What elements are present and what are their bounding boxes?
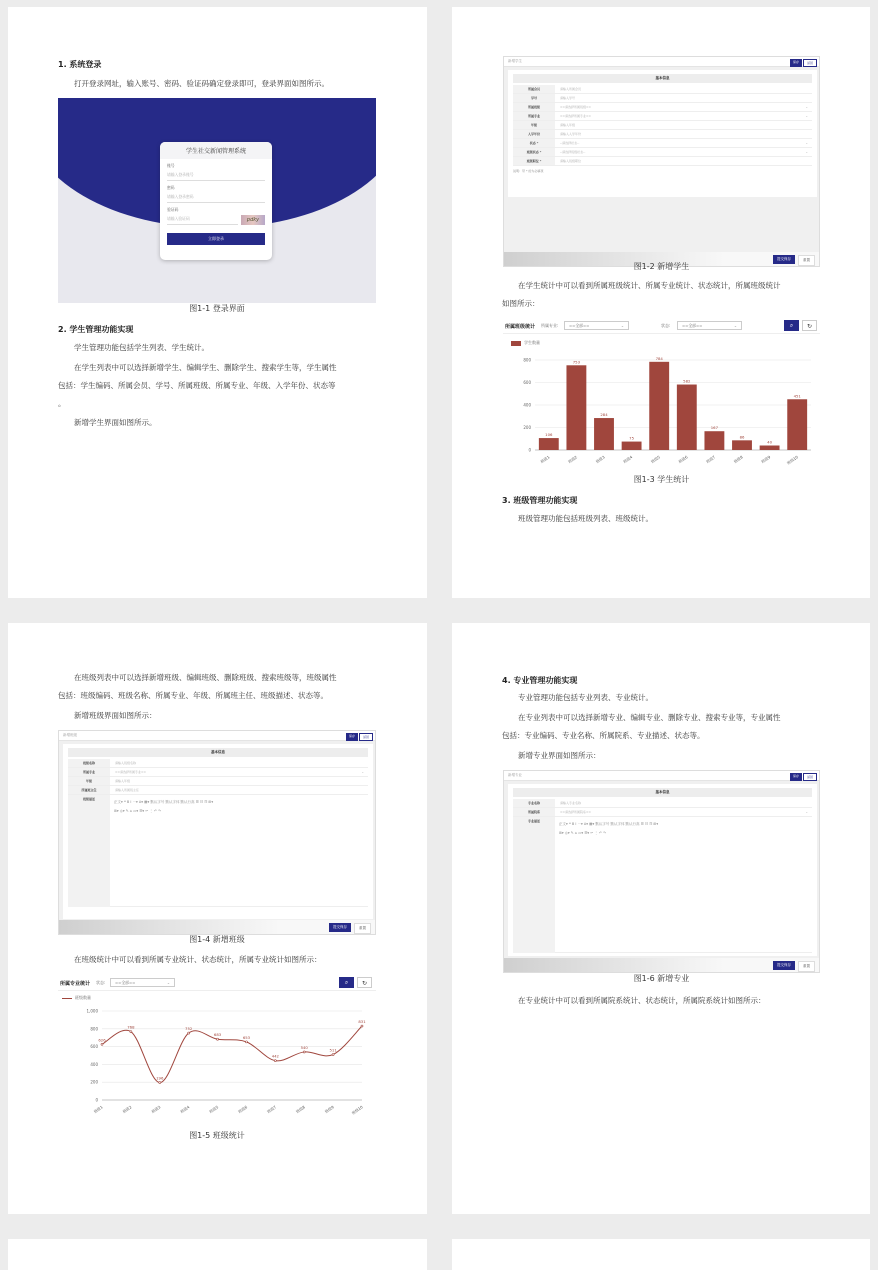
bar: [704, 431, 724, 450]
field-label: 所属班级: [513, 103, 555, 111]
x-tick-label: 班级9: [323, 1104, 335, 1115]
chevron-down-icon: ⌄: [805, 114, 808, 118]
bar: [677, 385, 697, 450]
y-tick-label: 200: [90, 1079, 98, 1085]
field-label: 专业名称: [513, 799, 555, 807]
field-label: 专业描述: [513, 817, 555, 953]
reset-button[interactable]: 重置: [798, 255, 815, 266]
back-button[interactable]: 返回: [359, 733, 373, 741]
data-label: 167: [710, 425, 719, 431]
x-tick-label: 班级5: [649, 454, 661, 465]
class-line-chart-screenshot: [58, 975, 376, 1125]
y-tick-label: 0: [528, 447, 531, 453]
y-tick-label: 600: [90, 1044, 98, 1050]
chevron-down-icon: ⌄: [361, 770, 364, 774]
field-label: 所属院系: [513, 808, 555, 816]
field-label: 年级: [68, 777, 110, 785]
legend-label: 班级数量: [75, 995, 91, 1000]
reset-button[interactable]: 重置: [798, 961, 815, 972]
bar: [732, 440, 752, 450]
field-label: 所属会员: [513, 85, 555, 93]
paragraph: 在班级列表中可以选择新增班级、编辑班级、删除班级、搜索班级等，班级属性: [74, 673, 337, 682]
section-title: 基本信息: [68, 748, 368, 757]
login-button[interactable]: 立即登录: [167, 233, 265, 245]
rich-text-editor[interactable]: [110, 795, 368, 819]
figure-caption: 图1-5 班级统计: [189, 1131, 245, 1140]
login-screenshot: [58, 98, 376, 303]
legend-swatch: [62, 998, 72, 1003]
breadcrumb: 新增学生: [508, 59, 522, 63]
student-bar-chart-screenshot: [503, 318, 820, 468]
chart-filter-title: 所属专业统计: [60, 981, 91, 987]
document-page-3: [8, 623, 427, 1214]
field-label: 学号: [513, 94, 555, 102]
paragraph: 班级管理功能包括班级列表、班级统计。: [518, 514, 653, 523]
y-tick-label: 800: [523, 357, 531, 363]
line-chart: [58, 1003, 376, 1125]
data-point: [159, 1082, 161, 1084]
paragraph: 新增班级界面如图所示：: [74, 711, 157, 720]
data-label: 582: [683, 378, 691, 384]
refresh-icon[interactable]: ↻: [357, 977, 372, 988]
student-number-input[interactable]: 请输入学号: [560, 96, 576, 100]
account-label: 账号: [167, 163, 175, 168]
bar: [787, 399, 807, 450]
section-heading-major: 4. 专业管理功能实现: [502, 676, 578, 685]
captcha-input[interactable]: 请输入验证码: [167, 214, 238, 225]
save-button[interactable]: 保存: [346, 733, 358, 741]
y-tick-label: 400: [90, 1061, 98, 1067]
x-tick-label: 班级4: [179, 1104, 191, 1115]
paragraph: 如图所示：: [502, 299, 540, 308]
major-select[interactable]: ==请选择所属专业==: [115, 770, 147, 774]
x-tick-label: 班级10: [785, 454, 799, 466]
data-label: 442: [271, 1053, 279, 1059]
chevron-down-icon: ⌄: [805, 810, 808, 814]
field-label: 状态 *: [513, 139, 555, 147]
major-name-input[interactable]: 请输入专业名称: [560, 801, 582, 805]
data-point: [130, 1031, 132, 1033]
paragraph: 包括：班级编码、班级名称、所属专业、年级、所属班主任、班级描述、状态等。: [58, 691, 328, 700]
paragraph: 在班级统计中可以看到所属专业统计、状态统计，所属专业统计如图所示：: [74, 955, 322, 964]
x-tick-label: 班级2: [121, 1104, 133, 1115]
field-label: 年级: [513, 121, 555, 129]
bar: [649, 362, 669, 450]
series-line: [102, 1026, 362, 1083]
grade-input[interactable]: 请输入年级: [115, 779, 131, 783]
refresh-icon[interactable]: ↻: [802, 320, 817, 331]
search-icon[interactable]: ⌕: [784, 320, 799, 331]
x-tick-label: 班级2: [567, 454, 579, 465]
x-tick-label: 班级1: [92, 1104, 104, 1115]
document-page-1: [8, 7, 427, 598]
data-label: 768: [127, 1024, 135, 1030]
x-tick-label: 班级1: [539, 454, 551, 465]
y-tick-label: 200: [523, 425, 531, 430]
field-label: 所属专业: [68, 768, 110, 776]
bar: [566, 365, 586, 450]
department-select[interactable]: ==请选择所属院系==: [560, 810, 592, 814]
data-point: [361, 1025, 363, 1027]
data-label: 753: [572, 359, 581, 365]
x-tick-label: 班级7: [705, 454, 717, 465]
captcha-image[interactable]: pdky: [241, 215, 265, 225]
x-tick-label: 班级6: [237, 1104, 249, 1115]
data-label: 683: [213, 1032, 222, 1038]
legend-swatch: [511, 341, 521, 346]
login-title: 学生社交新闻管理系统: [160, 142, 272, 159]
chevron-down-icon: ⌄: [166, 980, 170, 985]
data-point: [245, 1041, 247, 1043]
data-label: 784: [655, 355, 663, 361]
bar: [622, 442, 642, 450]
status-filter-label: 状态:: [661, 323, 671, 328]
reset-button[interactable]: 重置: [354, 923, 371, 934]
breadcrumb: 新增班级: [63, 733, 77, 737]
status-filter-label: 状态:: [96, 980, 106, 985]
data-label: 40: [767, 439, 773, 445]
data-label: 540: [300, 1044, 308, 1050]
data-label: 451: [793, 393, 801, 399]
document-page-5: [8, 1239, 427, 1270]
figure-caption: 图1-4 新增班级: [189, 935, 245, 944]
add-major-screenshot: [503, 770, 820, 973]
submit-button[interactable]: 提交保存: [773, 255, 795, 264]
y-tick-label: 800: [90, 1026, 98, 1032]
password-label: 密码: [167, 185, 175, 190]
save-button[interactable]: 保存: [790, 773, 802, 781]
x-tick-label: 班级7: [265, 1104, 278, 1115]
bar-chart: [503, 348, 820, 468]
save-button[interactable]: 保存: [790, 59, 802, 67]
add-class-screenshot: [58, 730, 376, 935]
field-label: 班级描述: [68, 795, 110, 907]
paragraph: 新增学生界面如图所示。: [74, 418, 157, 427]
paragraph: 包括：学生编码、所属会员、学号、所属班级、所属专业、年级、入学年份、状态等: [58, 381, 336, 390]
section-heading-class: 3. 班级管理功能实现: [502, 496, 578, 505]
class-name-input[interactable]: 请输入班级名称: [115, 761, 137, 765]
x-tick-label: 班级3: [150, 1104, 162, 1115]
paragraph: 学生管理功能包括学生列表、学生统计。: [74, 343, 209, 352]
editor-toolbar[interactable]: 正文▾ ❝ B I ⋯▾ A▾ ▦▾ 默认字号 默认字体 默认行高 ☰ ☷ ☶ ⊞▾ ⊞▾ ◎▾ ✎ ⌂ ▭▾ ☰▾ ↩ ⋮ ↶ ↷: [559, 822, 659, 835]
figure-caption: 图1-1 登录界面: [189, 304, 245, 313]
status-filter-select[interactable]: ==全部== ⌄: [110, 978, 175, 987]
x-tick-label: 班级6: [677, 454, 689, 465]
paragraph: 。: [58, 399, 66, 408]
form-footer: [59, 920, 375, 934]
back-button[interactable]: 返回: [803, 59, 817, 67]
class-select[interactable]: ==请选择所属班级==: [560, 105, 592, 109]
paragraph: 专业管理功能包括专业列表、专业统计。: [518, 693, 653, 702]
data-point: [274, 1060, 276, 1062]
x-tick-label: 班级8: [732, 454, 744, 465]
x-tick-label: 班级9: [760, 454, 772, 465]
paragraph: 在学生列表中可以选择新增学生、编辑学生、删除学生、搜索学生等，学生属性: [74, 363, 337, 372]
data-point: [332, 1054, 334, 1056]
chevron-down-icon: ⌄: [620, 323, 624, 328]
password-input[interactable]: 请输入登录密码: [167, 192, 265, 203]
y-tick-label: 400: [523, 402, 531, 408]
field-label: 入学年份: [513, 130, 555, 138]
status-filter-select[interactable]: ==全部== ⌄: [677, 321, 742, 330]
member-input[interactable]: 请输入所属会员: [560, 87, 582, 91]
field-label: 班级名称: [68, 759, 110, 767]
data-label: 196: [156, 1075, 164, 1081]
paragraph: 包括：专业编码、专业名称、所属院系、专业描述、状态等。: [502, 731, 705, 740]
bar: [594, 418, 614, 450]
status-select[interactable]: --请选择状态--: [560, 141, 580, 145]
paragraph: 在专业统计中可以看到所属院系统计、状态统计，所属院系统计如图所示：: [518, 996, 766, 1005]
data-label: 284: [600, 412, 608, 418]
section-title: 基本信息: [513, 74, 812, 83]
field-label: 所属专业: [513, 112, 555, 120]
form-footer: [504, 958, 819, 972]
data-point: [303, 1051, 305, 1053]
data-label: 106: [545, 432, 553, 438]
major-filter-select[interactable]: ==全部== ⌄: [564, 321, 629, 330]
data-label: 86: [739, 434, 745, 440]
figure-caption: 图1-6 新增专业: [633, 974, 690, 983]
form-note: 说明：带 * 的为必填项: [513, 169, 544, 173]
data-label: 511: [329, 1047, 337, 1053]
captcha-label: 验证码: [167, 207, 179, 212]
chevron-down-icon: ⌄: [805, 141, 808, 145]
chevron-down-icon: ⌄: [805, 150, 808, 154]
major-filter-label: 所属专业:: [541, 323, 559, 328]
paragraph: 打开登录网址，输入账号、密码、验证码确定登录即可，登录界面如图所示。: [74, 79, 329, 88]
submit-button[interactable]: 提交保存: [773, 961, 795, 970]
document-page-6: [452, 1239, 870, 1270]
head-teacher-input[interactable]: 请输入所属班主任: [115, 788, 140, 792]
section-heading-student: 2. 学生管理功能实现: [58, 325, 134, 334]
legend-label: 学生数量: [524, 340, 540, 345]
x-tick-label: 班级4: [622, 454, 634, 465]
chevron-down-icon: ⌄: [805, 105, 808, 109]
figure-caption: 图1-3 学生统计: [633, 475, 690, 484]
data-point: [101, 1043, 103, 1045]
document-page-4: [452, 623, 870, 1214]
chart-filter-title: 所属班级统计: [505, 324, 536, 330]
paragraph: 新增专业界面如图所示：: [518, 751, 601, 760]
field-label: 班级状态 *: [513, 148, 555, 156]
back-button[interactable]: 返回: [803, 773, 817, 781]
chart-legend: [511, 340, 540, 346]
section-title: 基本信息: [513, 788, 812, 797]
data-label: 626: [98, 1037, 106, 1043]
x-tick-label: 班级10: [350, 1104, 364, 1116]
data-label: 752: [185, 1026, 193, 1032]
document-page-2: [452, 7, 870, 598]
breadcrumb: 新增专业: [508, 773, 522, 777]
editor-toolbar[interactable]: 正文▾ ❝ B I ⋯▾ A▾ ▦▾ 默认字号 默认字体 默认行高 ☰ ☷ ☶ ⊞▾ ⊞▾ ◎▾ ✎ ⌂ ▭▾ ☰▾ ↩ ⋮ ↶ ↷: [114, 800, 214, 813]
data-label: 831: [358, 1019, 366, 1025]
paragraph: 在专业列表中可以选择新增专业、编辑专业、删除专业、搜索专业等，专业属性: [518, 713, 781, 722]
x-tick-label: 班级5: [208, 1104, 220, 1115]
section-heading-login: 1. 系统登录: [58, 60, 102, 69]
data-point: [217, 1038, 219, 1040]
major-select[interactable]: ==请选择所属专业==: [560, 114, 592, 118]
chart-legend: [62, 995, 91, 1001]
bar: [760, 446, 780, 451]
grade-input[interactable]: 请输入年级: [560, 123, 576, 127]
rich-text-editor[interactable]: [555, 817, 812, 841]
field-label: 班级职位 *: [513, 157, 555, 165]
class-position-input[interactable]: 请输入班级职位: [560, 159, 582, 163]
account-input[interactable]: 请输入登录账号: [167, 170, 265, 181]
class-status-select[interactable]: --请选择班级状态--: [560, 150, 586, 154]
data-label: 75: [629, 435, 635, 441]
data-point: [188, 1032, 190, 1034]
add-student-screenshot: [503, 56, 820, 267]
y-tick-label: 0: [95, 1097, 98, 1103]
data-label: 653: [242, 1034, 251, 1040]
y-tick-label: 600: [523, 380, 531, 385]
paragraph: 在学生统计中可以看到所属班级统计、所属专业统计、状态统计，所属班级统计: [518, 281, 781, 290]
chevron-down-icon: ⌄: [733, 323, 737, 328]
bar: [539, 438, 559, 450]
x-tick-label: 班级3: [594, 454, 606, 465]
figure-caption: 图1-2 新增学生: [633, 262, 690, 271]
field-label: 所属班主任: [68, 786, 110, 794]
search-icon[interactable]: ⌕: [339, 977, 354, 988]
x-tick-label: 班级8: [294, 1104, 306, 1115]
y-tick-label: 1,000: [86, 1008, 98, 1014]
enroll-year-input[interactable]: 请输入入学年份: [560, 132, 582, 136]
submit-button[interactable]: 提交保存: [329, 923, 351, 932]
login-card: [160, 142, 272, 260]
